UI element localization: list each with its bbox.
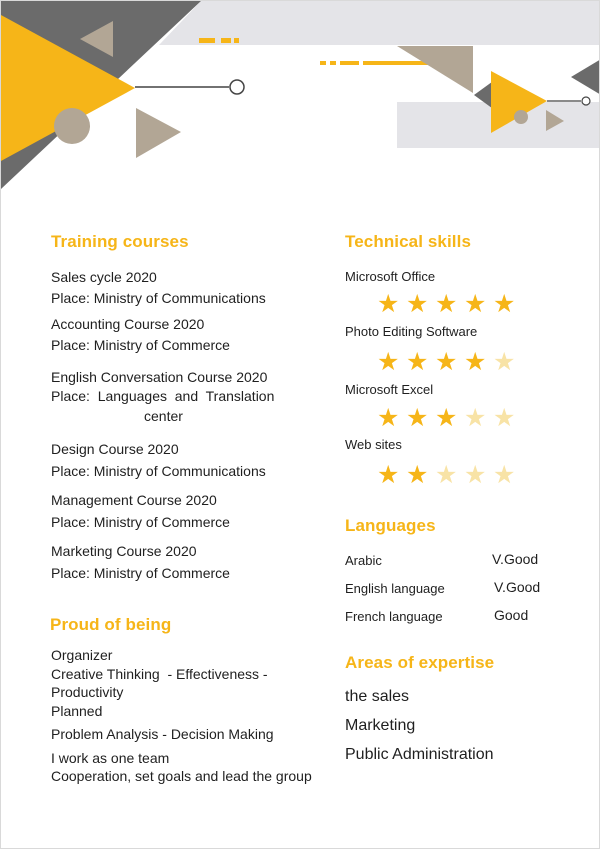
star-filled-icon: ★: [377, 290, 400, 318]
technical-skills-heading: Technical skills: [345, 232, 472, 251]
course-line: Place: Ministry of Commerce: [51, 565, 230, 581]
course-line: English Conversation Course 2020: [51, 369, 268, 385]
areas-heading: Areas of expertise: [345, 653, 495, 672]
course-line: Sales cycle 2020: [51, 269, 157, 285]
course-line: Marketing Course 2020: [51, 543, 197, 559]
expertise-item: Public Administration: [345, 746, 494, 763]
languages-heading: Languages: [345, 516, 436, 535]
skill-name: Microsoft Office: [345, 269, 436, 284]
star-filled-icon: ★: [406, 348, 429, 376]
header-decoration: [1, 1, 600, 201]
star-filled-icon: ★: [377, 348, 400, 376]
course-line: Place: Languages and Translation: [51, 388, 275, 404]
trait-line: Cooperation, set goals and lead the group: [51, 768, 312, 784]
trait-line: Planned: [51, 703, 103, 719]
star-filled-icon: ★: [464, 290, 487, 318]
trait-line: Creative Thinking - Effectiveness -: [51, 666, 268, 682]
star-filled-icon: ★: [435, 348, 458, 376]
star-empty-icon: ★: [464, 404, 487, 432]
course-line: Design Course 2020: [51, 441, 179, 457]
language-name: English language: [345, 581, 445, 596]
star-empty-icon: ★: [493, 404, 516, 432]
course-line: Management Course 2020: [51, 492, 217, 508]
skill-name: Photo Editing Software: [345, 324, 478, 339]
course-line: Place: Ministry of Communications: [51, 463, 266, 479]
skill-name: Microsoft Excel: [345, 382, 434, 397]
course-line: Place: Ministry of Commerce: [51, 514, 230, 530]
course-line: Place: Ministry of Communications: [51, 290, 266, 306]
trait-line: Organizer: [51, 647, 113, 663]
star-empty-icon: ★: [464, 461, 487, 489]
star-filled-icon: ★: [435, 404, 458, 432]
star-filled-icon: ★: [435, 290, 458, 318]
star-empty-icon: ★: [493, 461, 516, 489]
language-name: Arabic: [345, 553, 382, 568]
star-empty-icon: ★: [493, 348, 516, 376]
expertise-item: Marketing: [345, 717, 416, 734]
training-courses-heading: Training courses: [51, 232, 189, 251]
language-level: Good: [494, 607, 529, 623]
language-name: French language: [345, 609, 443, 624]
course-line: Place: Ministry of Commerce: [51, 337, 230, 353]
star-filled-icon: ★: [406, 461, 429, 489]
star-filled-icon: ★: [377, 404, 400, 432]
skill-name: Web sites: [345, 437, 402, 452]
star-filled-icon: ★: [493, 290, 516, 318]
course-line: Accounting Course 2020: [51, 316, 205, 332]
language-level: V.Good: [492, 551, 539, 567]
trait-line: I work as one team: [51, 750, 170, 766]
trait-line: Problem Analysis - Decision Making: [51, 726, 274, 742]
proud-heading: Proud of being: [50, 615, 172, 634]
star-empty-icon: ★: [435, 461, 458, 489]
star-filled-icon: ★: [406, 404, 429, 432]
star-filled-icon: ★: [377, 461, 400, 489]
star-filled-icon: ★: [406, 290, 429, 318]
language-level: V.Good: [494, 579, 541, 595]
course-line: center: [144, 408, 183, 424]
star-filled-icon: ★: [464, 348, 487, 376]
expertise-item: the sales: [345, 688, 410, 705]
trait-line: Productivity: [51, 684, 124, 700]
